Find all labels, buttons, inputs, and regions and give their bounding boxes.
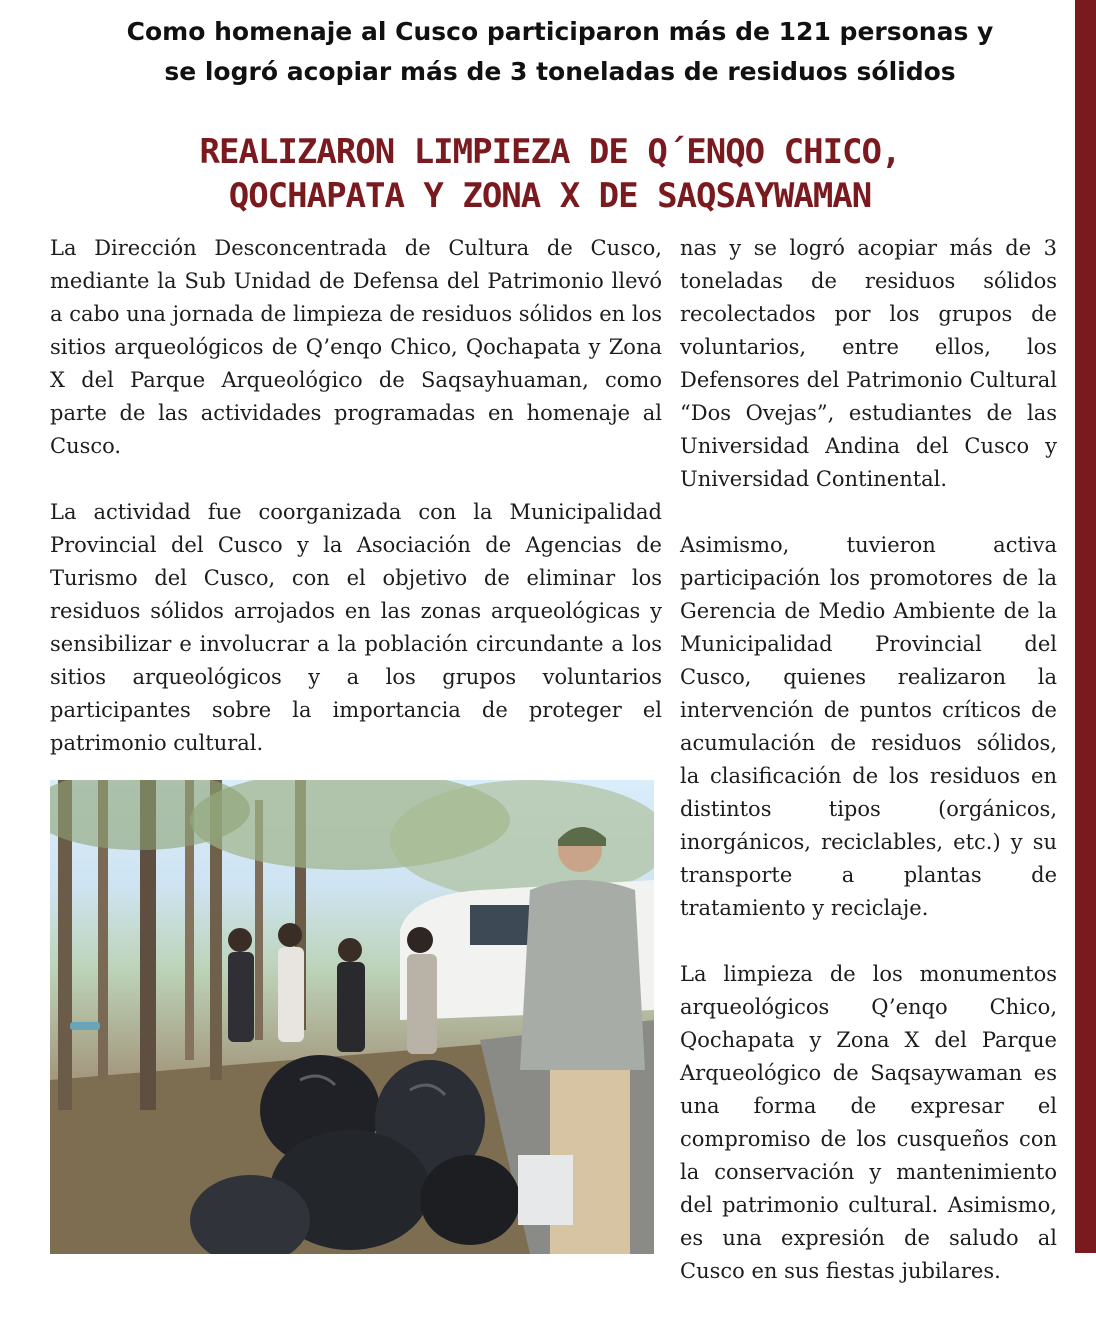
right-column — [680, 232, 1057, 1288]
paragraph: nas y se logró acopiar más de 3 toneladas de residuos sólidos recolectados por los grupos de voluntarios, entre ellos, los Defensores del Patrimonio Cultural “Dos Ovejas”, estudiantes de las Universidad Andina del Cusco y Universidad Continental. — [680, 236, 1057, 491]
cleanup-photo — [50, 780, 654, 1254]
side-accent-bar — [1075, 0, 1096, 1253]
headline-line-1: REALIZARON LIMPIEZA DE Q´ENQO CHICO, — [199, 132, 901, 172]
left-column — [50, 232, 662, 859]
paragraph: La Dirección Desconcentrada de Cultura de Cusco, mediante la Sub Unidad de Defensa del Patrimonio llevó a cabo una jornada de limpieza de residuos sólidos en los sitios arqueológicos de Q’enqo Chico, Qochapata y Zona X del Parque Arqueológico de Saqsayhuaman, como parte de las actividades programadas en homenaje al Cusco. — [50, 236, 662, 458]
cleanup-photo-illustration — [50, 780, 654, 1254]
kicker: Como homenaje al Cusco participaron más de 121 personas y se logró acopiar más de 3 toneladas de residuos sólidos — [126, 17, 994, 86]
paragraph: La actividad fue coorganizada con la Municipalidad Provincial del Cusco y la Asociación de Agencias de Turismo del Cusco, con el objetivo de eliminar los residuos sólidos arrojados en las zonas arqueológicas y sensibilizar e involucrar a la población circundante a los sitios arqueológicos y a los grupos voluntarios participantes sobre la importancia de proteger el patrimonio cultural. — [50, 500, 662, 755]
paragraph: Asimismo, tuvieron activa participación los promotores de la Gerencia de Medio Ambiente de la Municipalidad Provincial del Cusco, quienes realizaron la intervención de puntos críticos de acumulación de residuos sólidos, la clasificación de los residuos en distintos tipos (orgánicos, inorgánicos, reciclables, etc.) y su transporte a plantas de tratamiento y reciclaje. — [680, 533, 1057, 920]
headline-line-2: QOCHAPATA Y ZONA X DE SAQSAYWAMAN — [228, 176, 872, 216]
headline — [60, 130, 1040, 218]
paragraph: La limpieza de los monumentos arqueológicos Q’enqo Chico, Qochapata y Zona X del Parque Arqueológico de Saqsaywaman es una forma de expresar el compromiso de los cusqueños con la conservación y mantenimiento del patrimonio cultural. Asimismo, es una expresión de saludo al Cusco en sus fiestas jubilares. — [680, 962, 1057, 1283]
